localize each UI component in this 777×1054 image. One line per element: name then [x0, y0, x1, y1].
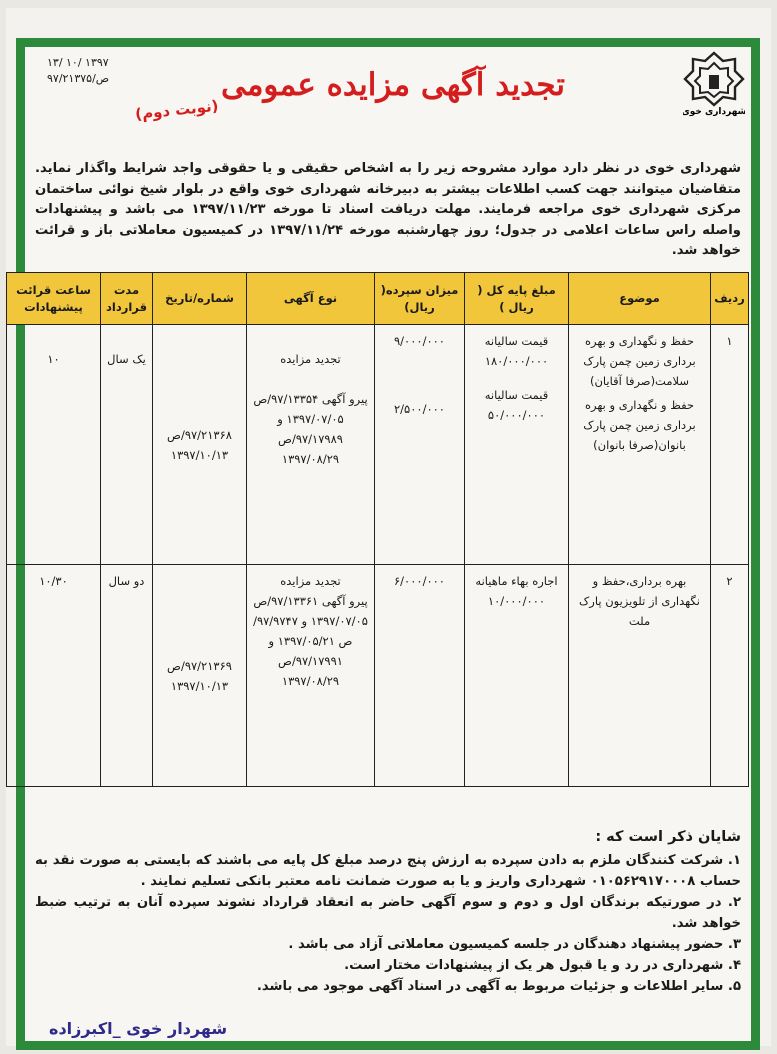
municipality-logo-icon	[683, 51, 745, 117]
table-row	[7, 325, 749, 565]
intro-paragraph: شهرداری خوی در نظر دارد موارد مشروحه زیر را به اشخاص حقیقی و یا حقوقی واجد شرایط واگذار نماید. متقاضیان میتوانند جهت کسب اطلاعات بیشتر به دبیرخانه شهرداری خوی واقع در بلوار شیخ نوائی ساختمان مرکزی شهرداری خوی مراجعه فرمایند. مهلت دریافت اسناد تا مورخه ۱۳۹۷/۱۱/۲۳ می باشد و پیشنهادات واصله راس ساعات اعلامی در جدول؛ روز چهارشنبه مورخه ۱۳۹۷/۱۱/۲۴ در کمیسیون معاملاتی باز و قرائت خواهد شد.	[35, 161, 741, 258]
cell-number-date: ۹۷/۲۱۳۶۹/ص ۱۳۹۷/۱۰/۱۳	[153, 565, 247, 787]
reference-block	[47, 55, 109, 87]
ad-ref-number: ۹۷/۲۱۳۷۵/ص	[47, 72, 110, 85]
cell-opening-time: ۱۰	[7, 325, 101, 565]
cell-row-number: ۱	[711, 325, 749, 565]
ad-type-line: پیرو آگهی ۹۷/۱۳۳۵۴/ص ۱۳۹۷/۰۷/۰۵ و ۹۷/۱۷۹۸۹/ص ۱۳۹۷/۰۸/۲۹	[253, 392, 368, 466]
note-item: ۳. حضور پیشنهاد دهندگان در جلسه کمیسیون معاملاتی آزاد می باشد .	[288, 937, 741, 952]
note-item: ۵. سایر اطلاعات و جزئیات مربوط به آگهی در اسناد آگهی موجود می باشد.	[256, 979, 741, 994]
page-title: تجدید آگهی مزایده عمومی	[220, 67, 566, 103]
note-item: ۴. شهرداری در رد و یا قبول هر یک از پیشنهادات مختار است.	[344, 958, 741, 973]
cell-subject: بهره برداری،حفظ و نگهداری از تلویزیون پارک ملت	[569, 565, 711, 787]
svg-text:شهرداری خوی: شهرداری خوی	[683, 107, 745, 117]
cell-deposit: ۶/۰۰۰/۰۰۰	[375, 565, 465, 787]
header-deposit: میزان سپرده( ریال)	[375, 273, 465, 325]
header-row-number: ردیف	[711, 273, 749, 325]
mayor-signature: شهردار خوی _اکبرزاده	[49, 1019, 228, 1038]
note-item: ۲. در صورتیکه برندگان اول و دوم و سوم آگهی حاضر به انعقاد قرارداد نشوند سپرده آنان به ترتیب ضبط خواهد شد.	[35, 895, 741, 931]
header-base-price: مبلغ پایه کل ( ریال )	[465, 273, 569, 325]
cell-duration: یک سال	[101, 325, 153, 565]
subject-line: حفظ و نگهداری و بهره برداری زمین چمن پارک سلامت(صرفا آقایان)	[583, 334, 696, 388]
price-line: قیمت سالیانه ۱۸۰/۰۰۰/۰۰۰	[484, 334, 549, 368]
notes-heading: شایان ذکر است که :	[595, 829, 741, 845]
ad-type-line: تجدید مزایده	[280, 352, 341, 366]
header-opening-time: ساعت قرائت پیشنهادات	[7, 273, 101, 325]
newspaper-clipping	[6, 8, 771, 1046]
subject-line: حفظ و نگهداری و بهره برداری زمین چمن پارک بانوان(صرفا بانوان)	[583, 398, 696, 452]
price-line: قیمت سالیانه ۵۰/۰۰۰/۰۰۰	[484, 388, 549, 422]
cell-duration: دو سال	[101, 565, 153, 787]
auction-table	[6, 272, 749, 787]
ad-type-line: تجدید مزایده	[280, 574, 341, 588]
table-row	[7, 565, 749, 787]
cell-subject	[569, 325, 711, 565]
cell-base-price: اجاره بهاء ماهیانه ۱۰/۰۰۰/۰۰۰	[465, 565, 569, 787]
cell-deposit	[375, 325, 465, 565]
note-item: ۱. شرکت کنندگان ملزم به دادن سپرده به ارزش پنج درصد مبلغ کل پایه می باشند که بایستی به صورت نقد به حساب ۰۱۰۵۶۲۹۱۷۰۰۰۸ شهرداری واریز و یا به صورت ضمانت نامه معتبر بانکی تسلیم نمایند .	[35, 853, 741, 889]
cell-ad-type	[247, 565, 375, 787]
cell-row-number: ۲	[711, 565, 749, 787]
header-subject: موضوع	[569, 273, 711, 325]
deposit-line: ۲/۵۰۰/۰۰۰	[394, 402, 445, 416]
header-duration: مدت قرارداد	[101, 273, 153, 325]
deposit-line: ۹/۰۰۰/۰۰۰	[394, 334, 445, 348]
green-border-frame	[16, 38, 760, 1050]
cell-number-date: ۹۷/۲۱۳۶۸/ص ۱۳۹۷/۱۰/۱۳	[153, 325, 247, 565]
cell-opening-time: ۱۰/۳۰	[7, 565, 101, 787]
round-label: (نوبت دوم)	[134, 96, 220, 124]
cell-base-price	[465, 325, 569, 565]
ad-type-line: پیرو آگهی ۹۷/۱۳۳۶۱/ص ۱۳۹۷/۰۷/۰۵ و ۹۷/۹۷۴۷/ص ۱۳۹۷/۰۵/۲۱ و ۹۷/۱۷۹۹۱/ص ۱۳۹۷/۰۸/۲۹	[253, 594, 368, 688]
header-ad-type: نوع آگهی	[247, 273, 375, 325]
table-header-row	[7, 273, 749, 325]
cell-ad-type	[247, 325, 375, 565]
header-number-date: شماره/تاریخ	[153, 273, 247, 325]
notes-section	[35, 827, 741, 997]
ad-date: ۱۳/ ۱۰/ ۱۳۹۷	[47, 56, 109, 69]
